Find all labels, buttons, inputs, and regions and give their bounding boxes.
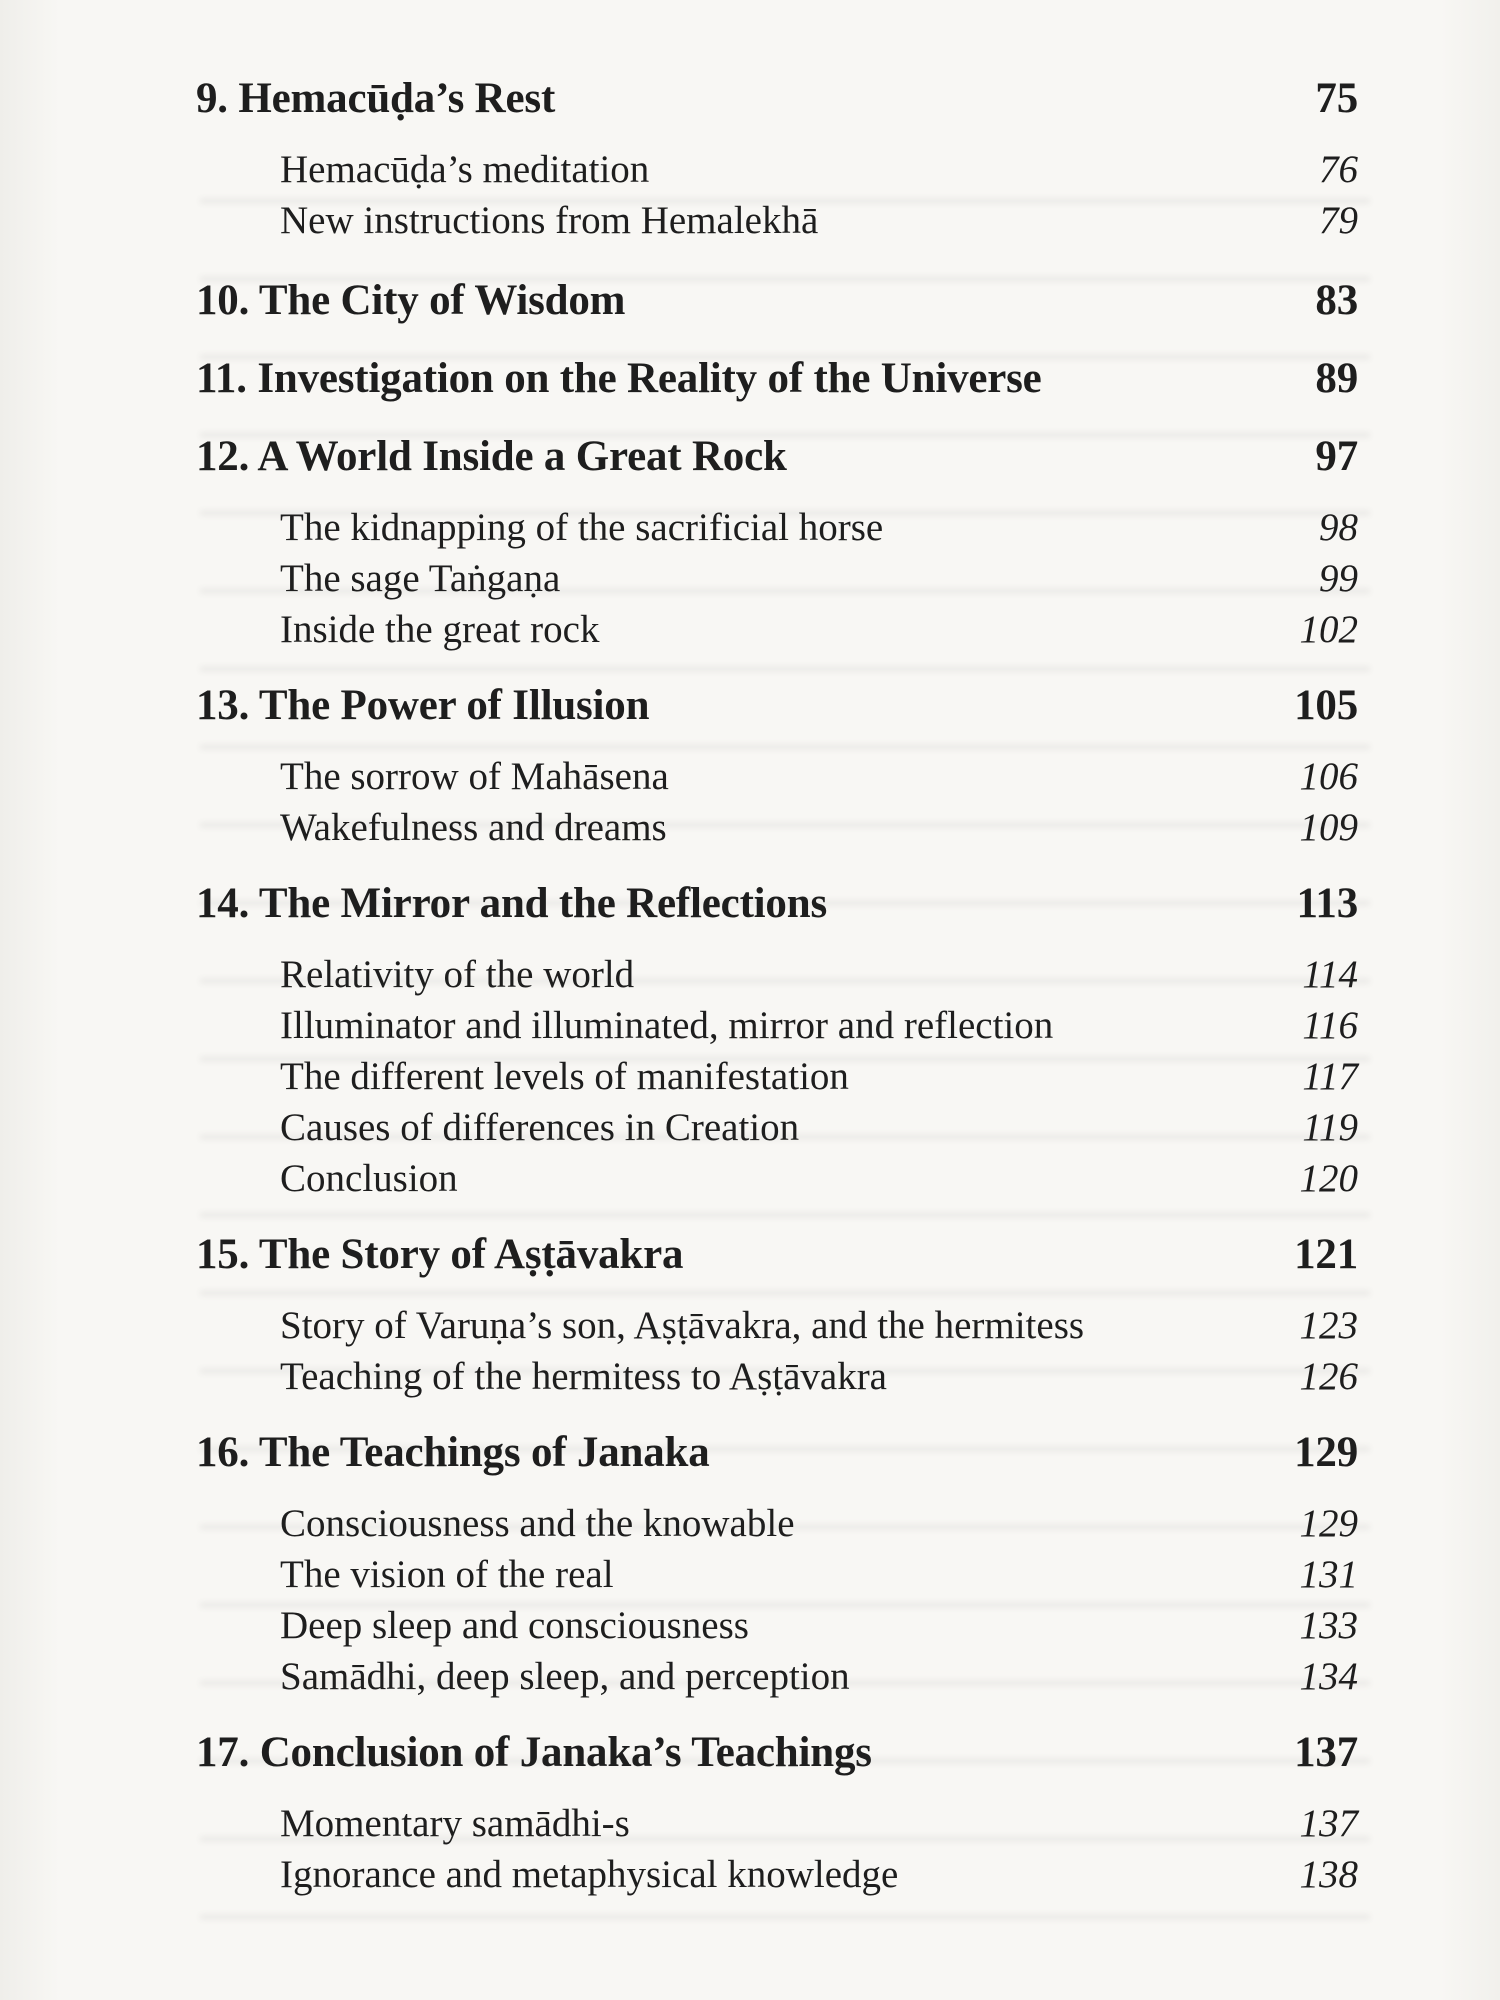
- section-list: [196, 1498, 1358, 1702]
- section-entry: [196, 1153, 1358, 1204]
- chapter-title: 15. The Story of Aṣṭāvakra: [196, 1231, 684, 1278]
- section-title: Teaching of the hermitess to Aṣṭāvakra: [280, 1355, 887, 1398]
- section-entry: [196, 195, 1358, 246]
- chapter-entry: [196, 679, 1358, 733]
- section-title: The vision of the real: [280, 1553, 614, 1596]
- section-page-number: 120: [1299, 1157, 1358, 1200]
- section-list: [196, 949, 1358, 1204]
- section-title: Relativity of the world: [280, 953, 635, 996]
- chapter-entry: [196, 877, 1358, 931]
- section-title: The sorrow of Mahāsena: [280, 755, 669, 798]
- section-page-number: 131: [1299, 1553, 1358, 1596]
- section-entry: [196, 802, 1358, 853]
- section-entry: [196, 1549, 1358, 1600]
- section-entry: [196, 1051, 1358, 1102]
- chapter-title: 17. Conclusion of Janaka’s Teachings: [196, 1729, 872, 1776]
- section-title: Consciousness and the knowable: [280, 1502, 795, 1545]
- section-page-number: 76: [1319, 148, 1358, 191]
- chapter-title: 12. A World Inside a Great Rock: [196, 433, 787, 480]
- section-entry: [196, 1498, 1358, 1549]
- section-page-number: 126: [1299, 1355, 1358, 1398]
- section-title: Ignorance and metaphysical knowledge: [280, 1853, 899, 1896]
- section-entry: [196, 604, 1358, 655]
- toc-chapter: [196, 72, 1358, 246]
- chapter-title: 11. Investigation on the Reality of the Universe: [196, 355, 1042, 402]
- toc-chapter: [196, 1726, 1358, 1900]
- section-title: Samādhi, deep sleep, and perception: [280, 1655, 850, 1698]
- chapter-title: 16. The Teachings of Janaka: [196, 1429, 710, 1476]
- section-title: Inside the great rock: [280, 608, 600, 651]
- chapter-title: 14. The Mirror and the Reflections: [196, 880, 827, 927]
- chapter-page-number: 83: [1315, 277, 1358, 324]
- chapter-title: 13. The Power of Illusion: [196, 682, 650, 729]
- toc-chapter: [196, 679, 1358, 853]
- toc-chapter: [196, 274, 1358, 328]
- table-of-contents: [196, 72, 1358, 1904]
- chapter-entry: [196, 274, 1358, 328]
- section-entry: [196, 502, 1358, 553]
- section-title: The kidnapping of the sacrificial horse: [280, 506, 884, 549]
- section-list: [196, 502, 1358, 655]
- section-page-number: 109: [1299, 806, 1358, 849]
- section-page-number: 116: [1302, 1004, 1358, 1047]
- section-title: Illuminator and illuminated, mirror and reflection: [280, 1004, 1054, 1047]
- section-entry: [196, 1798, 1358, 1849]
- section-title: The different levels of manifestation: [280, 1055, 849, 1098]
- section-entry: [196, 1300, 1358, 1351]
- section-page-number: 119: [1302, 1106, 1358, 1149]
- chapter-page-number: 137: [1294, 1729, 1358, 1776]
- section-title: Story of Varuṇa’s son, Aṣṭāvakra, and the hermitess: [280, 1304, 1085, 1347]
- section-page-number: 137: [1299, 1802, 1358, 1845]
- section-entry: [196, 144, 1358, 195]
- chapter-page-number: 121: [1294, 1231, 1358, 1278]
- section-entry: [196, 553, 1358, 604]
- section-entry: [196, 1600, 1358, 1651]
- section-list: [196, 751, 1358, 853]
- section-entry: [196, 1849, 1358, 1900]
- section-page-number: 117: [1302, 1055, 1358, 1098]
- section-title: Hemacūḍa’s meditation: [280, 148, 650, 191]
- section-title: New instructions from Hemalekhā: [280, 199, 819, 242]
- toc-chapter: [196, 430, 1358, 655]
- section-title: Momentary samādhi-s: [280, 1802, 630, 1845]
- section-page-number: 102: [1299, 608, 1358, 651]
- chapter-page-number: 129: [1294, 1429, 1358, 1476]
- section-title: Wakefulness and dreams: [280, 806, 667, 849]
- section-title: The sage Taṅgaṇa: [280, 557, 561, 600]
- toc-chapter: [196, 877, 1358, 1204]
- chapter-page-number: 113: [1296, 880, 1358, 927]
- section-title: Causes of differences in Creation: [280, 1106, 800, 1149]
- section-page-number: 134: [1299, 1655, 1358, 1698]
- chapter-page-number: 75: [1315, 75, 1358, 122]
- chapter-page-number: 105: [1294, 682, 1358, 729]
- section-page-number: 98: [1319, 506, 1358, 549]
- section-entry: [196, 1102, 1358, 1153]
- section-page-number: 129: [1299, 1502, 1358, 1545]
- section-entry: [196, 1651, 1358, 1702]
- toc-chapter: [196, 352, 1358, 406]
- chapter-entry: [196, 1228, 1358, 1282]
- section-page-number: 79: [1319, 199, 1358, 242]
- chapter-entry: [196, 352, 1358, 406]
- section-page-number: 99: [1319, 557, 1358, 600]
- section-list: [196, 1300, 1358, 1402]
- section-title: Conclusion: [280, 1157, 458, 1200]
- section-entry: [196, 751, 1358, 802]
- section-entry: [196, 949, 1358, 1000]
- chapter-page-number: 89: [1315, 355, 1358, 402]
- chapter-title: 10. The City of Wisdom: [196, 277, 626, 324]
- section-entry: [196, 1000, 1358, 1051]
- section-page-number: 138: [1299, 1853, 1358, 1896]
- chapter-entry: [196, 1426, 1358, 1480]
- section-page-number: 123: [1299, 1304, 1358, 1347]
- section-title: Deep sleep and consciousness: [280, 1604, 749, 1647]
- section-entry: [196, 1351, 1358, 1402]
- chapter-entry: [196, 72, 1358, 126]
- toc-chapter: [196, 1228, 1358, 1402]
- chapter-entry: [196, 1726, 1358, 1780]
- chapter-entry: [196, 430, 1358, 484]
- chapter-title: 9. Hemacūḍa’s Rest: [196, 75, 556, 122]
- section-page-number: 114: [1302, 953, 1358, 996]
- toc-chapter: [196, 1426, 1358, 1702]
- section-list: [196, 144, 1358, 246]
- section-list: [196, 1798, 1358, 1900]
- section-page-number: 133: [1299, 1604, 1358, 1647]
- section-page-number: 106: [1299, 755, 1358, 798]
- chapter-page-number: 97: [1315, 433, 1358, 480]
